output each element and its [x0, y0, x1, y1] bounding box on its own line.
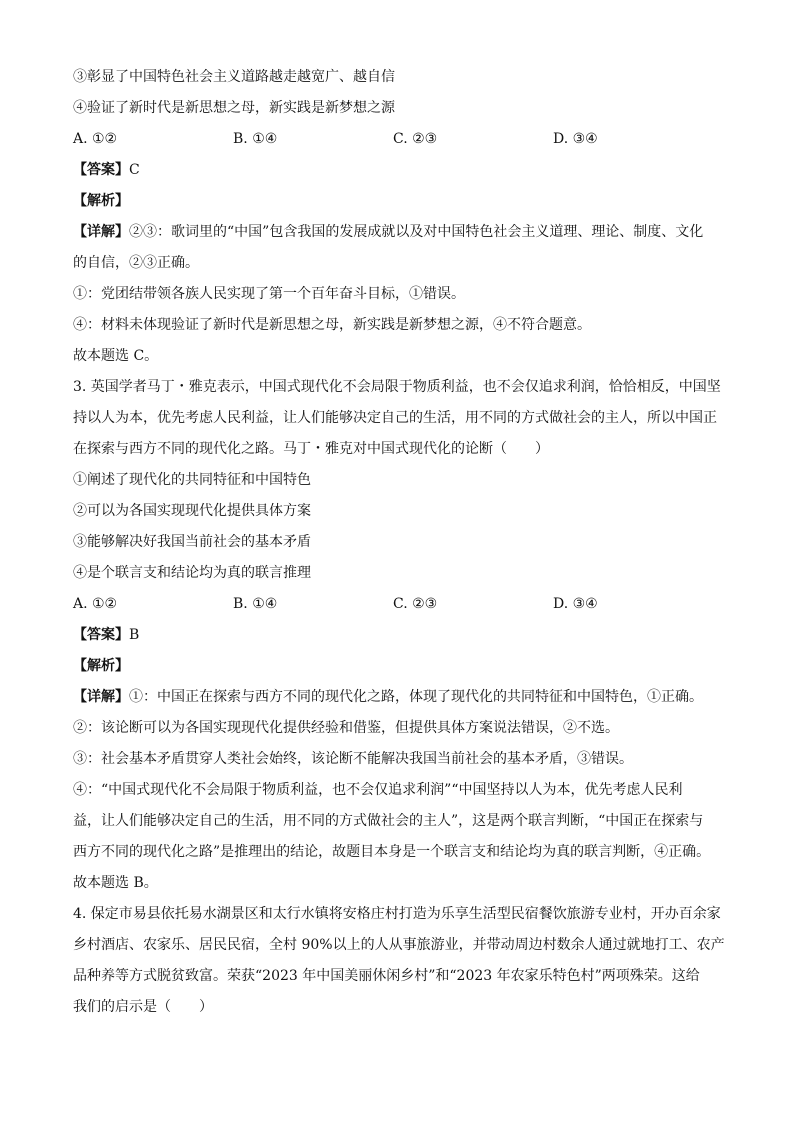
q3-detail-3: ③：社会基本矛盾贯穿人类社会始终，该论断不能解决我国当前社会的基本矛盾，③错误。 — [73, 751, 633, 767]
q3-detail-4b: 益，让人们能够决定自己的生活，用不同的方式做社会的主人”，这是两个联言判断，“中国正在探索与 — [73, 813, 704, 829]
q3-analysis-tag — [73, 651, 734, 682]
q2-answer-tag: 【答案】 — [73, 162, 129, 178]
q2-detail-1b: 的自信，②③正确。 — [73, 255, 199, 271]
q3-detail-1-text: ①：中国正在探索与西方不同的现代化之路，体现了现代化的共同特征和中国特色，①正确。 — [129, 689, 703, 705]
q2-detail-3: ④：材料未体现验证了新时代是新思想之母，新实践是新梦想之源，④不符合题意。 — [73, 317, 591, 333]
q2-detail-2: ①：党团结带领各族人民实现了第一个百年奋斗目标，①错误。 — [73, 286, 465, 302]
q3-stem-3: 在探索与西方不同的现代化之路。马丁・雅克对中国式现代化的论断（ ） — [73, 441, 549, 457]
q3-statement-1: ①阐述了现代化的共同特征和中国特色 — [73, 472, 311, 488]
q2-statement-4: ④验证了新时代是新思想之母，新实践是新梦想之源 — [73, 100, 395, 116]
q3-detail-2: ②：该论断可以为各国实现现代化提供经验和借鉴，但提供具体方案说法错误，②不选。 — [73, 720, 619, 736]
q4-stem-4: 我们的启示是（ ） — [73, 999, 213, 1015]
q2-conclusion: 故本题选 C。 — [73, 348, 159, 364]
q3-stem-2: 持以人为本，优先考虑人民利益，让人们能够决定自己的生活，用不同的方式做社会的主人，所以中国正 — [73, 410, 717, 426]
q2-option-d: D. ③④ — [553, 131, 598, 147]
q2-detail-1 — [73, 217, 734, 248]
q2-statement-3: ③彰显了中国特色社会主义道路越走越宽广、越自信 — [73, 69, 395, 85]
q3-option-c: C. ②③ — [393, 596, 438, 612]
q3-statement-3: ③能够解决好我国当前社会的基本矛盾 — [73, 534, 311, 550]
q3-answer — [73, 620, 734, 651]
q3-option-b: B. ①④ — [233, 596, 278, 612]
q2-analysis-tag — [73, 186, 734, 217]
q4-stem-3: 品种养等方式脱贫致富。荣获“2023 年中国美丽休闲乡村”和“2023 年农家乐特色村”两项殊荣。这给 — [73, 968, 700, 984]
q2-detail-1-text: ②③：歌词里的“中国”包含我国的发展成就以及对中国特色社会主义道理、理论、制度、文化 — [129, 224, 704, 240]
q3-detail-1 — [73, 682, 734, 713]
q3-detail-4c: 西方不同的现代化之路”是推理出的结论，故题目本身是一个联言支和结论均为真的联言判断，④正确。 — [73, 844, 711, 860]
q2-answer-value: C — [129, 162, 140, 178]
q3-statement-2: ②可以为各国实现现代化提供具体方案 — [73, 503, 311, 519]
q3-option-d: D. ③④ — [553, 596, 598, 612]
q2-detail-tag: 【详解】 — [73, 224, 129, 240]
q2-answer — [73, 155, 734, 186]
q3-options — [73, 589, 734, 620]
q2-option-c: C. ②③ — [393, 131, 438, 147]
q2-option-b: B. ①④ — [233, 131, 278, 147]
q2-options — [73, 124, 734, 155]
q4-stem-2: 乡村酒店、农家乐、居民民宿，全村 90%以上的人从事旅游业，并带动周边村数余人通过就地打工、农产 — [73, 937, 725, 953]
q3-detail-4a: ④：“中国式现代化不会局限于物质利益，也不会仅追求利润”“中国坚持以人为本，优先考虑人民利 — [73, 782, 683, 798]
q3-answer-tag: 【答案】 — [73, 627, 129, 643]
q3-answer-value: B — [129, 627, 140, 643]
q3-stem-1: 3. 英国学者马丁・雅克表示，中国式现代化不会局限于物质利益，也不会仅追求利润，恰恰相反，中国坚 — [73, 379, 721, 395]
q3-detail-tag: 【详解】 — [73, 689, 129, 705]
q3-conclusion: 故本题选 B。 — [73, 875, 158, 891]
q4-stem-1: 4. 保定市易县依托易水湖景区和太行水镇将安格庄村打造为乐享生活型民宿餐饮旅游专业村，开办百余家 — [73, 906, 721, 922]
q2-analysis-label: 【解析】 — [73, 193, 129, 209]
q3-statement-4: ④是个联言支和结论均为真的联言推理 — [73, 565, 311, 581]
q3-option-a: A. ①② — [73, 596, 118, 612]
q3-analysis-label: 【解析】 — [73, 658, 129, 674]
q2-option-a: A. ①② — [73, 131, 118, 147]
